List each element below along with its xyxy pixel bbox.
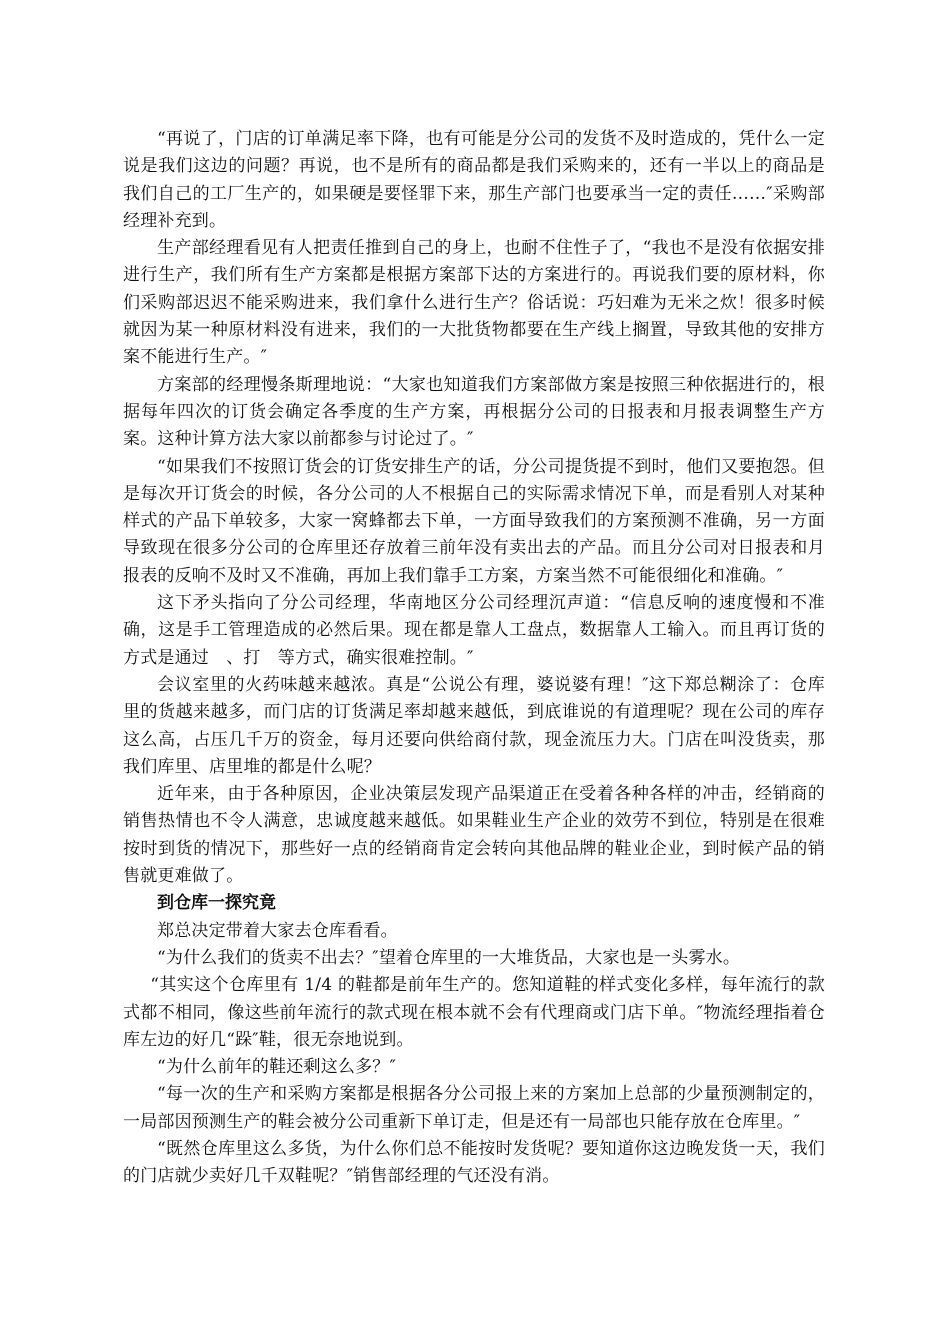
paragraph-logistics-manager: “其实这个仓库里有 1/4 的鞋都是前年生产的。您知道鞋的样式变化多样，每年流行的款式都不相同，像这些前年流行的款式现在根本就不会有代理商或门店下单。″物流经理指着仓库左边的好几“跺″鞋，很无奈地说到。 [123,975,825,1050]
paragraph-branch-manager: 这下矛头指向了分公司经理，华南地区分公司经理沉声道：“信息反响的速度慢和不准确，这是手工管理造成的必然后果。现在都是靠人工盘点，数据靠人工输入。而且再订货的方式是通过 、打 等方式，确实很难控制。″ [123,593,825,668]
paragraph-forecast-explanation: “每一次的生产和采购方案都是根据各分公司报上来的方案加上总部的少量预测制定的，一局部因预测生产的鞋会被分公司重新下单订走，但是还有一局部也只能存放在仓库里。″ [123,1084,825,1132]
paragraph-planning-manager: 方案部的经理慢条斯理地说：“大家也知道我们方案部做方案是按照三种依据进行的，根据每年四次的订货会确定各季度的生产方案，再根据分公司的日报表和月报表调整生产方案。这种计算方法大家以前都参与讨论过了。″ [123,374,825,450]
paragraph-channel-pressure: 近年来，由于各种原因，企业决策层发现产品渠道正在受着各种各样的冲击，经销商的销售热情也不令人满意，忠诚度越来越低。如果鞋业生产企业的效劳不到位，特别是在很难按时到货的情况下，那些好一点的经销商肯定会转向其他品牌的鞋业企业，到时候产品的销售就更难做了。 [123,784,825,887]
paragraph-sales-manager: “既然仓库里这么多货，为什么你们总不能按时发货呢？要知道你这边晚发货一天，我们的门店就少卖好几千双鞋呢？″销售部经理的气还没有消。 [123,1138,825,1187]
paragraph-leftover-question: “为什么前年的鞋还剩这么多？″ [157,1057,397,1078]
section-heading: 到仓库一探究竟 [157,893,276,914]
paragraph-meeting-tension: 会议室里的火药味越来越浓。真是“公说公有理，婆说婆有理！″这下郑总糊涂了：仓库里的货越来越多，而门店的订货满足率却越来越低，到底谁说的有道理呢？现在公司的库存这么高，占压几千万的资金，每月还要向供给商付款，现金流压力大。门店在叫没货卖，那我们库里、店里堆的都是什么呢？ [123,674,825,777]
paragraph-planning-continued: “如果我们不按照订货会的订货安排生产的话，分公司提货提不到时，他们又要抱怨。但是每次开订货会的时候，各分公司的人不根据自己的实际需求情况下单，而是看别人对某种样式的产品下单较多，大家一窝蜂都去下单，一方面导致我们的方案预测不准确，另一方面导致现在很多分公司的仓库里还存放着三前年没有卖出去的产品。而且分公司对日报表和月报表的反响不及时又不准确，再加上我们靠手工方案，方案当然不可能很细化和准确。″ [123,456,825,586]
paragraph-production-manager: 生产部经理看见有人把责任推到自己的身上，也耐不住性子了，“我也不是没有依据安排进行生产，我们所有生产方案都是根据方案部下达的方案进行的。再说我们要的原材料，你们采购部迟迟不能采购进来，我们拿什么进行生产？俗话说：巧妇难为无米之炊！很多时候就因为某一种原材料没有进来，我们的一大批货物都要在生产线上搁置，导致其他的安排方案不能进行生产。″ [123,238,825,368]
paragraph-unsold-goods: “为什么我们的货卖不出去？″望着仓库里的一大堆货品，大家也是一头雾水。 [157,947,741,968]
document-page [123,126,825,1191]
paragraph-purchasing-manager: “再说了，门店的订单满足率下降，也有可能是分公司的发货不及时造成的，凭什么一定说是我们这边的问题？再说，也不是所有的商品都是我们采购来的，还有一半以上的商品是我们自己的工厂生产的，如果硬是要怪罪下来，那生产部门也要承当一定的责任……″采购部经理补充到。 [123,129,825,231]
paragraph-visit-warehouse: 郑总决定带着大家去仓库看看。 [157,920,398,941]
